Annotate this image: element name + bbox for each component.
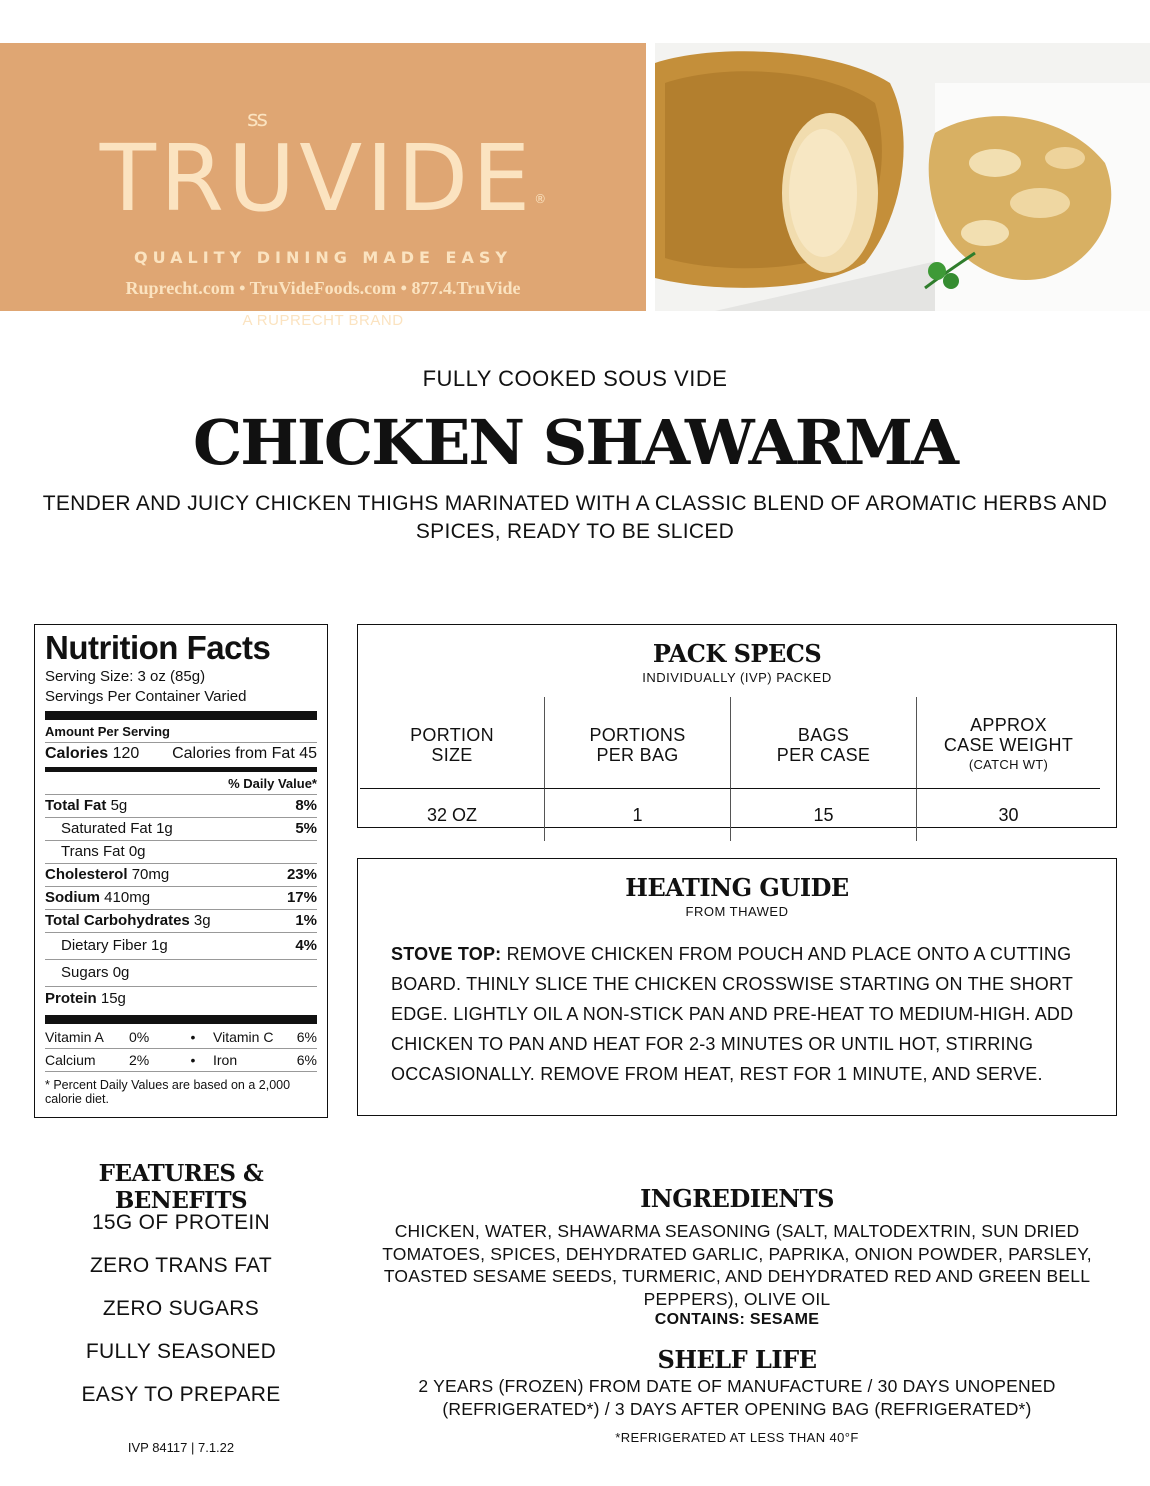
- nutrient-row-carbohydrates: Total Carbohydrates 3g 1%: [45, 910, 317, 933]
- pack-specs-title: PACK SPECS: [652, 639, 822, 668]
- refrigeration-note: *REFRIGERATED AT LESS THAN 40°F: [615, 1430, 859, 1445]
- nutrient-row-saturated-fat: Saturated Fat 1g 5%: [45, 818, 317, 841]
- product-photo: [655, 43, 1150, 311]
- pack-value-bags-per-case: 15: [731, 789, 917, 841]
- pack-header-case-weight: APPROX CASE WEIGHT (CATCH WT): [917, 697, 1100, 789]
- brand-tagline: QUALITY DINING MADE EASY: [134, 248, 512, 267]
- features-title: FEATURES & BENEFITS: [98, 1160, 264, 1214]
- brand-contact: Ruprecht.com • TruVideFoods.com • 877.4.TruVide: [125, 278, 521, 298]
- pack-specs-table: [360, 697, 1100, 841]
- pack-header-bags-per-case: BAGS PER CASE: [731, 697, 917, 789]
- serving-size: Serving Size: 3 oz (85g): [45, 668, 206, 685]
- ingredients-title: INGREDIENTS: [640, 1184, 834, 1213]
- calories-value: 120: [112, 745, 140, 762]
- calories-from-fat: Calories from Fat 45: [172, 745, 317, 762]
- features-list: [34, 1201, 328, 1416]
- feature-item: FULLY SEASONED: [85, 1340, 277, 1363]
- nutrient-row-trans-fat: Trans Fat 0g: [45, 841, 317, 864]
- nutrient-row-cholesterol: Cholesterol 70mg 23%: [45, 864, 317, 887]
- divider: [45, 711, 317, 720]
- nutrition-facts-panel: [34, 624, 328, 1118]
- steam-icon: ꜱꜱ: [247, 107, 266, 132]
- nutrient-row-sodium: Sodium 410mg 17%: [45, 887, 317, 910]
- allergen-contains: CONTAINS: SESAME: [654, 1311, 820, 1328]
- feature-item: 15G OF PROTEIN: [91, 1211, 271, 1234]
- nutrient-row-protein: Protein 15g: [45, 990, 126, 1007]
- chicken-image: [655, 43, 1150, 311]
- heating-guide-subtitle: FROM THAWED: [685, 904, 789, 919]
- heating-guide-title: HEATING GUIDE: [625, 873, 849, 902]
- nutrient-row-dietary-fiber: Dietary Fiber 1g 4%: [45, 933, 317, 960]
- pack-header-portion-size: PORTION SIZE: [360, 697, 545, 789]
- nutrient-row-sugars: Sugars 0g: [45, 960, 317, 987]
- method-label: STOVE TOP:: [391, 944, 502, 964]
- nutrient-row-total-fat: Total Fat 5g 8%: [45, 795, 317, 818]
- pack-value-portions-per-bag: 1: [545, 789, 731, 841]
- servings-per-container: Servings Per Container Varied: [45, 688, 247, 705]
- amount-per-serving: Amount Per Serving: [45, 724, 170, 739]
- sub-brand: A RUPRECHT BRAND: [242, 312, 404, 329]
- shelf-life-title: SHELF LIFE: [657, 1345, 817, 1374]
- product-eyebrow: FULLY COOKED SOUS VIDE: [422, 366, 728, 391]
- calories-row: [45, 742, 317, 765]
- vitamin-row-1: Vitamin A 0% • Vitamin C 6%: [45, 1026, 317, 1049]
- brand-header: [0, 43, 646, 329]
- pack-specs-box: [357, 624, 1117, 828]
- divider: [45, 1015, 317, 1024]
- vitamin-row-2: Calcium 2% • Iron 6%: [45, 1049, 317, 1072]
- feature-item: EASY TO PREPARE: [81, 1383, 281, 1406]
- daily-value-header: % Daily Value*: [45, 774, 317, 795]
- pack-value-portion-size: 32 OZ: [360, 789, 545, 841]
- nutrition-title: Nutrition Facts: [45, 629, 271, 666]
- ingredients-text: CHICKEN, WATER, SHAWARMA SEASONING (SALT, MALTODEXTRIN, SUN DRIED TOMATOES, SPICES, DEHYDRATED GARLIC, PAPRIKA, ONION POWDER, PARSLEY, TOASTED SESAME SEEDS, TURMERIC, AND DEHYDRATED RED AND GREEN BELL PEPPERS), OLIVE OIL: [382, 1221, 1092, 1309]
- product-description: TENDER AND JUICY CHICKEN THIGHS MARINATED WITH A CLASSIC BLEND OF AROMATIC HERBS AND SPICES, READY TO BE SLICED: [42, 492, 1108, 543]
- brand-logo: TRUVIDE®: [99, 125, 547, 232]
- feature-item: ZERO TRANS FAT: [90, 1254, 272, 1277]
- product-code: IVP 84117 | 7.1.22: [127, 1440, 235, 1455]
- feature-item: ZERO SUGARS: [102, 1297, 260, 1320]
- product-title: CHICKEN SHAWARMA: [192, 406, 958, 479]
- heating-guide-box: [357, 858, 1117, 1116]
- nutrition-footnote: * Percent Daily Values are based on a 2,000 calorie diet.: [45, 1078, 291, 1106]
- pack-specs-subtitle: INDIVIDUALLY (IVP) PACKED: [642, 670, 832, 685]
- calories-label: Calories: [45, 745, 109, 762]
- shelf-life-text: 2 YEARS (FROZEN) FROM DATE OF MANUFACTURE / 30 DAYS UNOPENED (REFRIGERATED*) / 3 DAYS AFTER OPENING BAG (REFRIGERATED*): [418, 1376, 1056, 1419]
- heating-instructions: STOVE TOP: REMOVE CHICKEN FROM POUCH AND PLACE ONTO A CUTTING BOARD. THINLY SLICE THE CHICKEN CROSSWISE STARTING ON THE SHORT EDGE. LIGHTLY OIL A NON-STICK PAN AND PRE-HEAT TO MEDIUM-HIGH. ADD CHICKEN TO PAN AND HEAT FOR 2-3 MINUTES OR UNTIL HOT, STIRRING OCCASIONALLY. REMOVE FROM HEAT, REST FOR 1 MINUTE, AND SERVE.: [391, 944, 1074, 1084]
- pack-value-case-weight: 30: [998, 804, 1019, 825]
- pack-header-portions-per-bag: PORTIONS PER BAG: [545, 697, 731, 789]
- registered-mark: ®: [534, 192, 547, 206]
- divider: [45, 767, 317, 772]
